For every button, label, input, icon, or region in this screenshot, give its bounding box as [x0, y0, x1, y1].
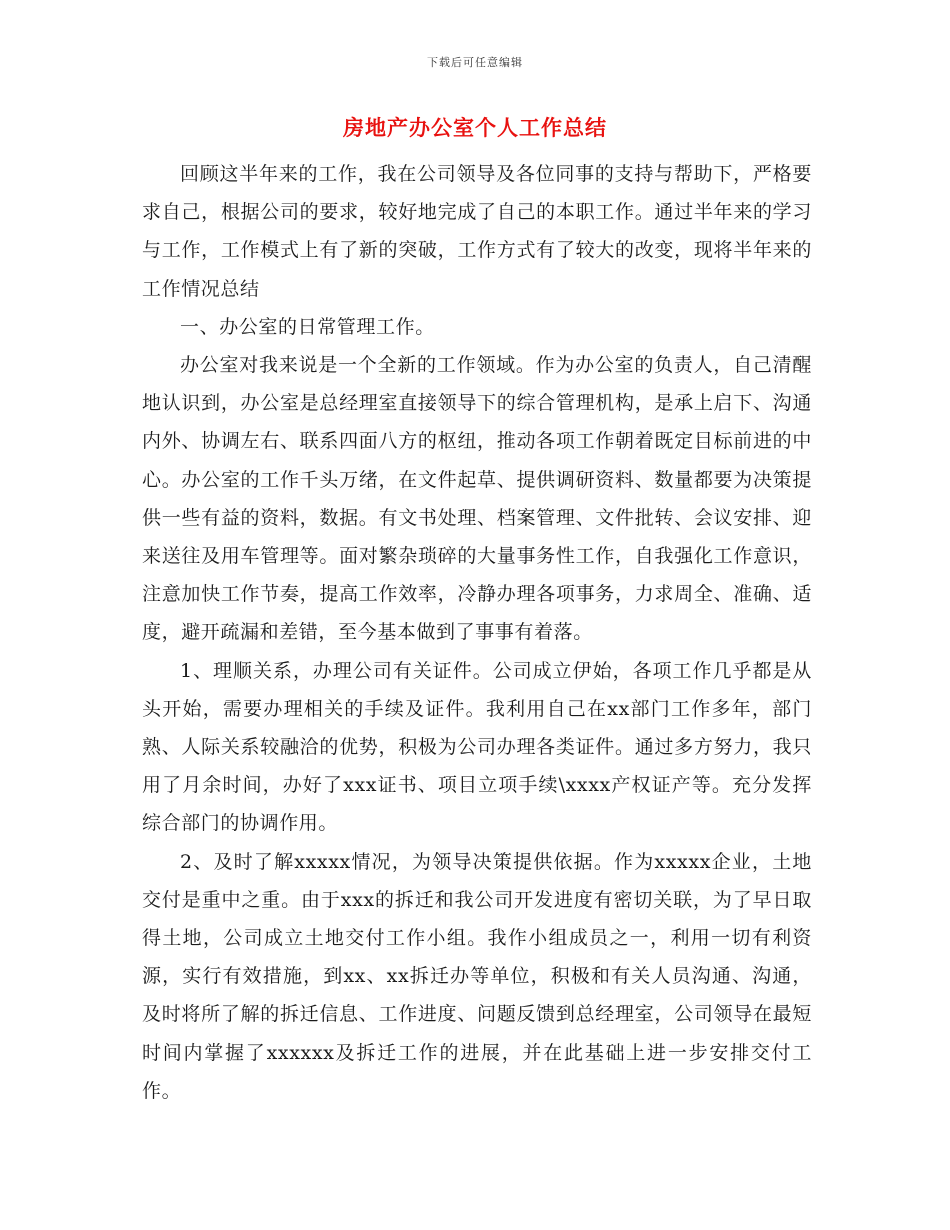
paragraph-item-1: 1、理顺关系，办理公司有关证件。公司成立伊始，各项工作几乎都是从头开始，需要办理相关的手续及证件。我利用自己在xx部门工作多年，部门熟、人际关系较融洽的优势，积极为公司办理各类证件。通过多方努力，我只用了月余时间，办好了xxx证书、项目立项手续\xxxx产权证产等。充分发挥综合部门的协调作用。 [142, 659, 812, 835]
paragraph-intro: 回顾这半年来的工作，我在公司领导及各位同事的支持与帮助下，严格要求自己，根据公司的要求，较好地完成了自己的本职工作。通过半年来的学习与工作，工作模式上有了新的突破，工作方式有了较大的改变，现将半年来的工作情况总结 [142, 163, 812, 300]
section-heading-1: 一、办公室的日常管理工作。 [180, 315, 435, 338]
paragraph-item-2: 2、及时了解xxxxx情况，为领导决策提供依据。作为xxxxx企业，土地交付是重中之重。由于xxx的拆迁和我公司开发进度有密切关联，为了早日取得土地，公司成立土地交付工作小组。我作小组成员之一，利用一切有利资源，实行有效措施，到xx、xx拆迁办等单位，积极和有关人员沟通、沟通，及时将所了解的拆迁信息、工作进度、问题反馈到总经理室，公司领导在最短时间内掌握了xxxxxx及拆迁工作的进展，并在此基础上进一步安排交付工作。 [142, 850, 812, 1102]
document-body [142, 155, 812, 1110]
paragraph-office-management: 办公室对我来说是一个全新的工作领域。作为办公室的负责人，自己清醒地认识到，办公室是总经理室直接领导下的综合管理机构，是承上启下、沟通内外、协调左右、联系四面八方的枢纽，推动各项工作朝着既定目标前进的中心。办公室的工作千头万绪，在文件起草、提供调研资料、数量都要为决策提供一些有益的资料，数据。有文书处理、档案管理、文件批转、会议安排、迎来送往及用车管理等。面对繁杂琐碎的大量事务性工作，自我强化工作意识，注意加快工作节奏，提高工作效率，冷静办理各项事务，力求周全、准确、适度，避开疏漏和差错，至今基本做到了事事有着落。 [142, 354, 812, 644]
header-note: 下载后可任意编辑 [427, 56, 523, 69]
document-title: 房地产办公室个人工作总结 [343, 115, 607, 140]
